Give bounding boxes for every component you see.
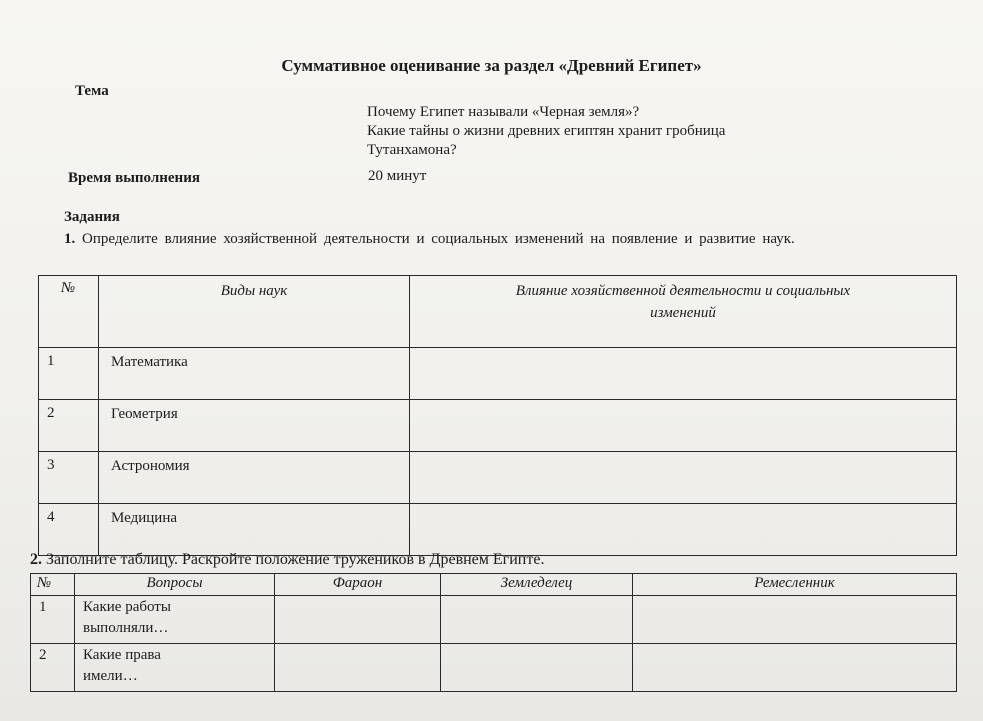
task2-instruction [30,551,544,569]
question-line: Какие права [83,647,161,663]
science-name: Астрономия [99,452,410,504]
header-influence-line: Влияние хозяйственной деятельности и социальных [515,283,851,299]
table-row [39,400,957,452]
answer-cell-farmer[interactable] [441,596,633,644]
row-number: 4 [39,504,99,556]
header-questions: Вопросы [75,574,275,596]
header-pharaoh: Фараон [275,574,441,596]
science-name: Медицина [99,504,410,556]
answer-cell-pharaoh[interactable] [275,644,441,692]
row-number: 1 [31,596,75,644]
row-number: 1 [39,348,99,400]
answer-cell[interactable] [410,504,957,556]
row-number: 2 [31,644,75,692]
table-row [39,348,957,400]
question-cell [75,596,275,644]
workers-table [30,573,957,692]
sciences-table [38,275,957,556]
answer-cell[interactable] [410,452,957,504]
topic-line: Какие тайны о жизни древних египтян хранит гробница [367,123,726,139]
answer-cell-artisan[interactable] [633,644,957,692]
header-science-kind: Виды наук [99,276,410,348]
header-number: № [31,574,75,596]
table-header-row [31,574,957,596]
topic-label: Тема [75,83,109,99]
tasks-label: Задания [64,209,120,225]
topic-line: Почему Египет называли «Черная земля»? [367,104,640,120]
document-title: Суммативное оценивание за раздел «Древний Египет» [281,56,702,75]
row-number: 2 [39,400,99,452]
row-number: 3 [39,452,99,504]
answer-cell-farmer[interactable] [441,644,633,692]
task1-text: Определите влияние хозяйственной деятельности и социальных изменений на появление и развитие наук. [82,231,795,247]
topic-questions [367,103,887,160]
table-header-row [39,276,957,348]
task2-text: Заполните таблицу. Раскройте положение тружеников в Древнем Египте. [46,551,545,568]
task1-instruction [64,230,940,248]
question-cell [75,644,275,692]
time-label: Время выполнения [68,170,200,186]
header-farmer: Земледелец [441,574,633,596]
question-line: Какие работы [83,599,171,615]
answer-cell[interactable] [410,400,957,452]
header-artisan: Ремесленник [633,574,957,596]
header-influence-line: изменений [650,305,716,321]
table-row [31,644,957,692]
science-name: Геометрия [99,400,410,452]
task2-number: 2. [30,551,42,568]
science-name: Математика [99,348,410,400]
table-row [39,452,957,504]
answer-cell-pharaoh[interactable] [275,596,441,644]
question-line: имели… [83,668,138,684]
header-number: № [39,276,99,348]
time-value: 20 минут [368,168,427,184]
task1-number: 1. [64,231,76,247]
topic-line: Тутанхамона? [367,142,457,158]
question-line: выполняли… [83,620,169,636]
answer-cell[interactable] [410,348,957,400]
table-row [31,596,957,644]
table-row [39,504,957,556]
header-influence [410,276,957,348]
answer-cell-artisan[interactable] [633,596,957,644]
